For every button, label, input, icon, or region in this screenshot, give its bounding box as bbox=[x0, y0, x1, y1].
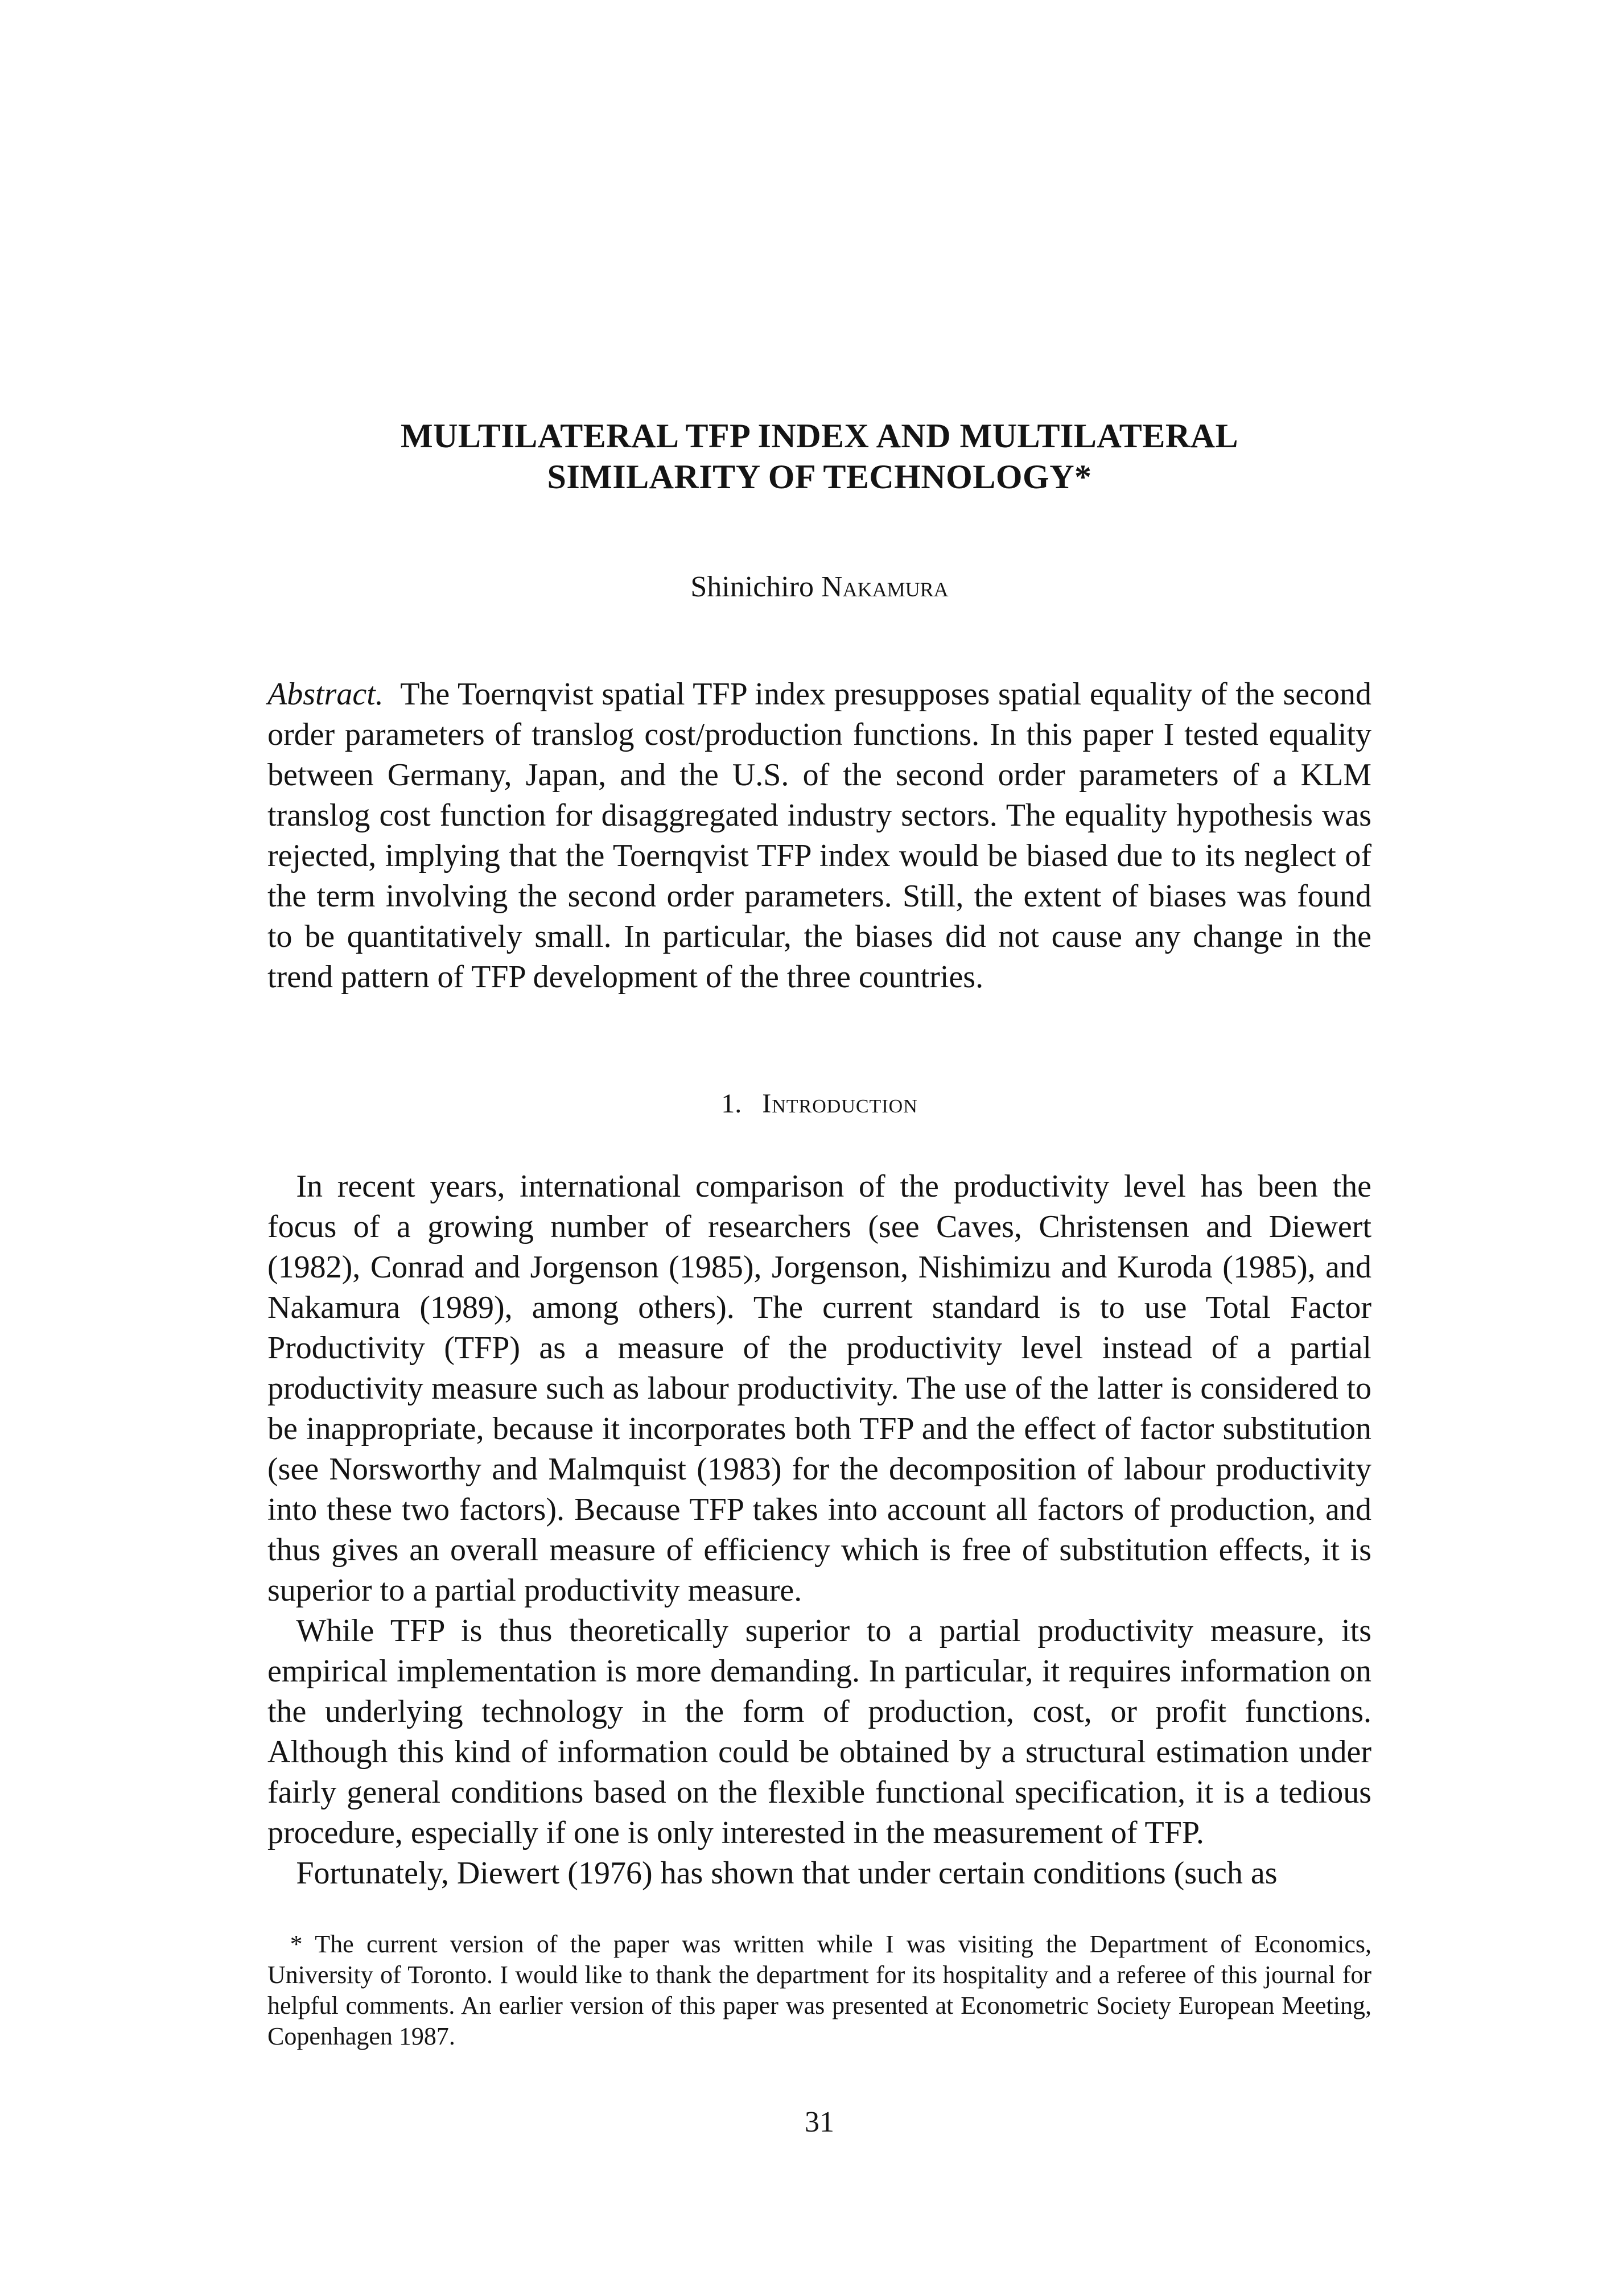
author-name bbox=[267, 569, 1371, 605]
footnote-text: The current version of the paper was written while I was visiting the Department of Economics, University of Toronto. I would like to thank the department for its hospitality and a referee of this journal for helpful comments. An earlier version of this paper was presented at Econometric Society European Meeting, Copenhagen 1987. bbox=[267, 1930, 1371, 2050]
title-line-1: MULTILATERAL TFP INDEX AND MULTILATERAL bbox=[400, 417, 1239, 455]
paragraph-1: In recent years, international comparison of the productivity level has been the focus of a growing number of researchers (see Caves, Christensen and Diewert (1982), Conrad and Jorgenson (1985), Jorgenson, Nishimizu and Kuroda (1985), and Nakamura (1989), among others). The current standard is to use Total Factor Productivity (TFP) as a measure of the productivity level instead of a partial productivity measure such as labour productivity. The use of the latter is considered to be inappropriate, because it incorporates both TFP and the effect of factor substitution (see Norsworthy and Malmquist (1983) for the decomposition of labour productivity into these two factors). Because TFP takes into account all factors of production, and thus gives an overall measure of efficiency which is free of substitution effects, it is superior to a partial productivity measure. bbox=[267, 1169, 1371, 1608]
footnote bbox=[267, 1929, 1371, 2052]
title-line-2: SIMILARITY OF TECHNOLOGY* bbox=[547, 458, 1092, 496]
footnote-paragraph bbox=[267, 1929, 1371, 2052]
section-heading-introduction bbox=[267, 1087, 1371, 1121]
author-family-name: Nakamura bbox=[821, 571, 949, 603]
abstract bbox=[267, 674, 1371, 997]
section-number: 1. bbox=[721, 1089, 742, 1119]
abstract-label: Abstract. bbox=[267, 677, 384, 712]
paper-title bbox=[267, 415, 1371, 497]
paragraph-3: Fortunately, Diewert (1976) has shown that under certain conditions (such as bbox=[296, 1856, 1278, 1891]
paragraph-2: While TFP is thus theoretically superior to a partial productivity measure, its empirical implementation is more demanding. In particular, it requires information on the underlying technology in the form of production, cost, or profit functions. Although this kind of information could be obtained by a structural estimation under fairly general conditions based on the flexible functional specification, it is a tedious procedure, especially if one is only interested in the measurement of TFP. bbox=[267, 1613, 1371, 1850]
section-title: Introduction bbox=[762, 1089, 918, 1119]
introduction-body bbox=[267, 1166, 1371, 1894]
page-number: 31 bbox=[805, 2106, 834, 2138]
author-given-name: Shinichiro bbox=[690, 571, 814, 603]
abstract-text: The Toernqvist spatial TFP index presupposes spatial equality of the second order parameters of translog cost/production functions. In this paper I tested equality between Germany, Japan, and the U.S. of the second order parameters of a KLM translog cost function for disaggregated industry sectors. The equality hypothesis was rejected, implying that the Toernqvist TFP index would be biased due to its neglect of the term involving the second order parameters. Still, the extent of biases was found to be quantitatively small. In particular, the biases did not cause any change in the trend pattern of TFP development of the three countries. bbox=[267, 677, 1371, 995]
footnote-marker: * bbox=[290, 1930, 303, 1958]
